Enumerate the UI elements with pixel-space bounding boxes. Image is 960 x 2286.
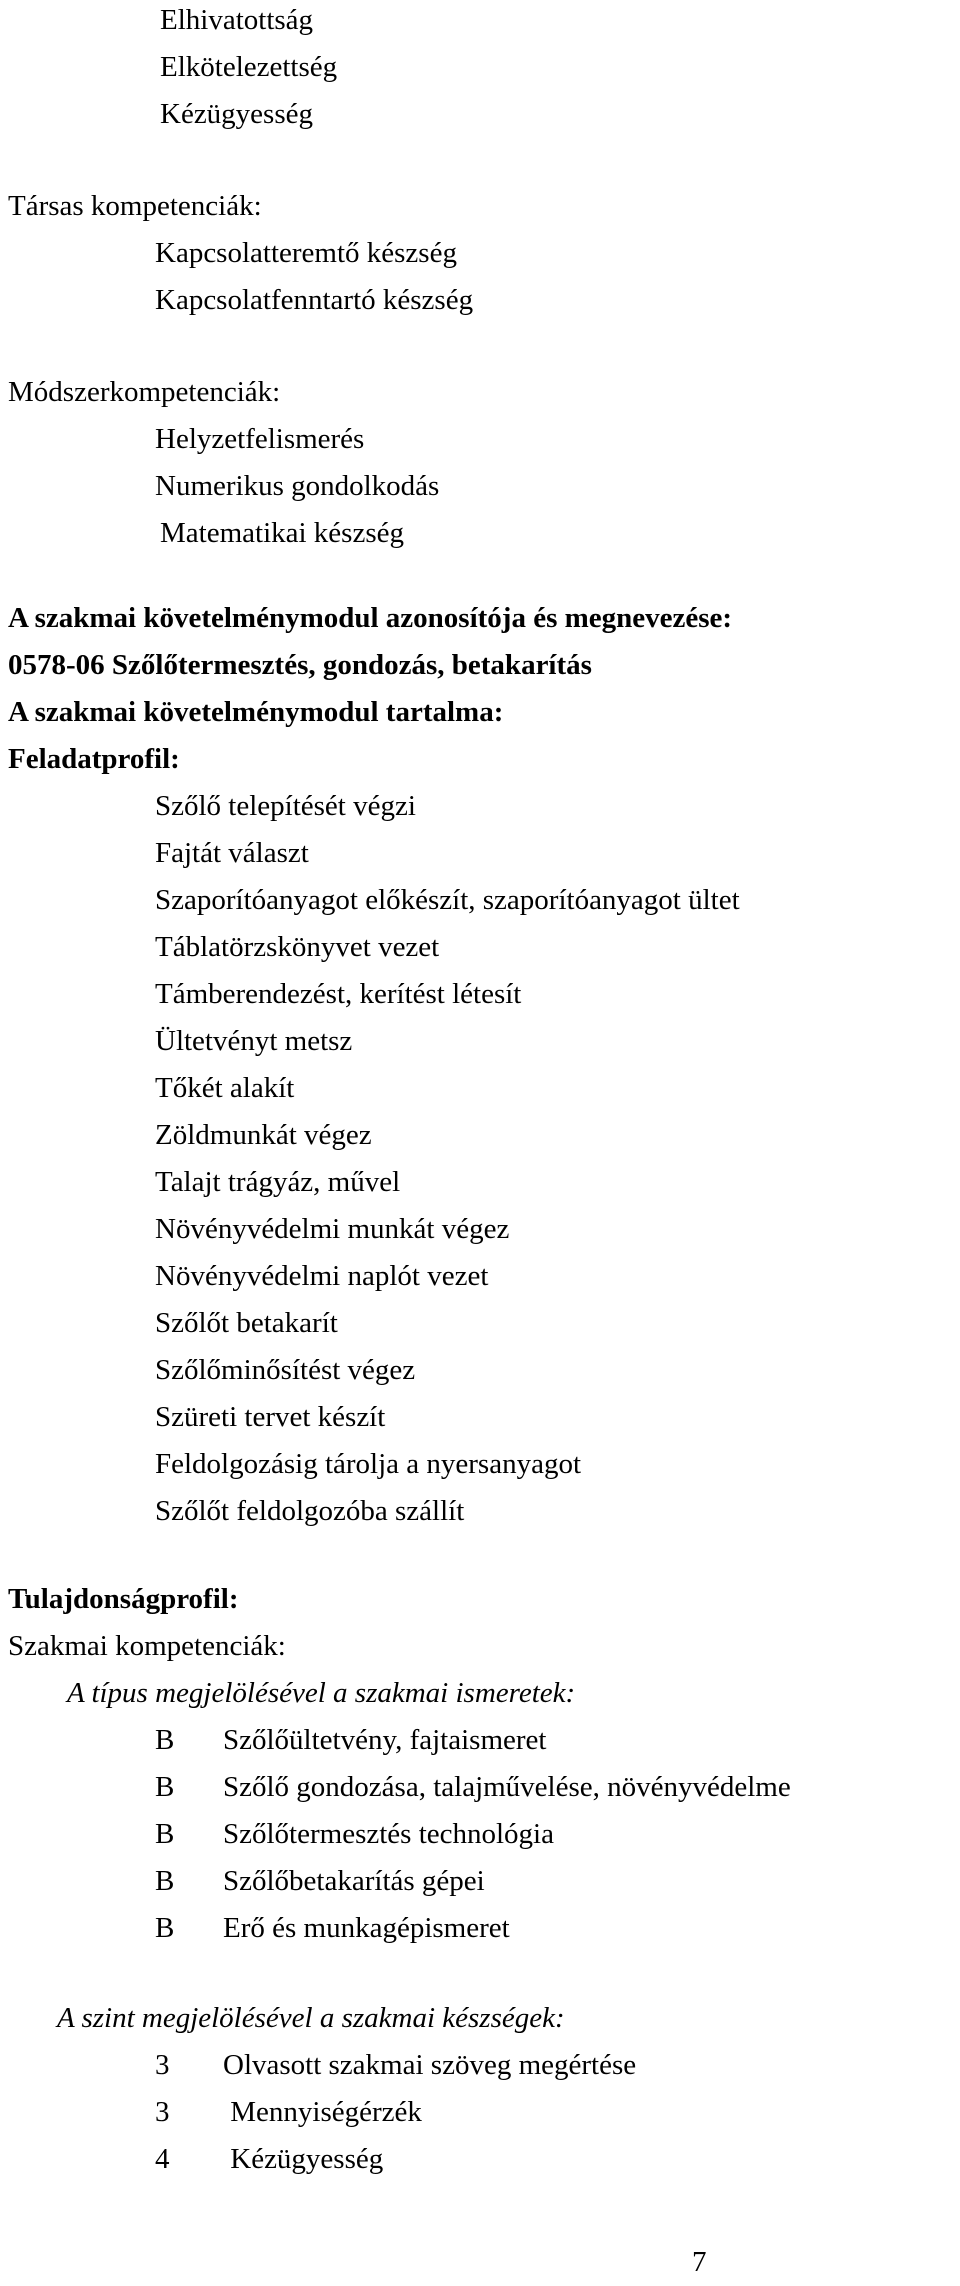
method-item-2: Numerikus gondolkodás [155, 470, 440, 502]
knowledge-code: B [155, 1865, 175, 1897]
task-item: Táblatörzskönyvet vezet [155, 931, 440, 963]
task-item: Tőkét alakít [155, 1072, 295, 1104]
skill-level: 4 [155, 2143, 170, 2175]
task-item: Szüreti tervet készít [155, 1401, 386, 1433]
task-item: Növényvédelmi munkát végez [155, 1213, 510, 1245]
task-item: Fajtát választ [155, 837, 309, 869]
skill-text: Mennyiségérzék [223, 2096, 422, 2128]
task-item: Ültetvényt metsz [155, 1025, 353, 1057]
personal-item-2: Elkötelezettség [160, 51, 338, 83]
skill-text: Olvasott szakmai szöveg megértése [223, 2049, 637, 2081]
social-heading: Társas kompetenciák: [8, 190, 262, 222]
knowledge-text: Szőlőültetvény, fajtaismeret [223, 1724, 547, 1756]
task-item: Zöldmunkát végez [155, 1119, 372, 1151]
skills-heading: A szint megjelölésével a szakmai készségek: [57, 2002, 565, 2034]
task-item: Szőlőt feldolgozóba szállít [155, 1495, 465, 1527]
task-item: Feldolgozásig tárolja a nyersanyagot [155, 1448, 582, 1480]
knowledge-text: Erő és munkagépismeret [223, 1912, 510, 1944]
social-item-1: Kapcsolatteremtő készség [155, 237, 457, 269]
knowledge-row [155, 1867, 485, 1896]
module-content-heading: A szakmai követelménymodul tartalma: [8, 696, 504, 728]
personal-item-1: Elhivatottság [160, 4, 314, 36]
knowledge-row [155, 1914, 510, 1943]
knowledge-code: B [155, 1724, 175, 1756]
knowledge-row [155, 1773, 791, 1802]
task-item: Szőlő telepítését végzi [155, 790, 416, 822]
task-item: Szaporítóanyagot előkészít, szaporítóanyagot ültet [155, 884, 740, 916]
knowledge-row [155, 1820, 554, 1849]
skill-level: 3 [155, 2049, 170, 2081]
task-item: Szőlőminősítést végez [155, 1354, 416, 1386]
knowledge-heading: A típus megjelölésével a szakmai ismeretek: [67, 1677, 576, 1709]
skill-row [155, 2145, 383, 2174]
knowledge-text: Szőlőtermesztés technológia [223, 1818, 554, 1850]
professional-competences-heading: Szakmai kompetenciák: [8, 1630, 286, 1662]
property-profile-heading: Tulajdonságprofil: [8, 1583, 239, 1615]
task-item: Talajt trágyáz, művel [155, 1166, 401, 1198]
knowledge-code: B [155, 1818, 175, 1850]
skill-text: Kézügyesség [223, 2143, 384, 2175]
page-number: 7 [692, 2246, 707, 2278]
task-item: Támberendezést, kerítést létesít [155, 978, 522, 1010]
knowledge-text: Szőlőbetakarítás gépei [223, 1865, 485, 1897]
module-id-heading: A szakmai követelménymodul azonosítója és megnevezése: [8, 602, 733, 634]
knowledge-code: B [155, 1771, 175, 1803]
method-item-1: Helyzetfelismerés [155, 423, 365, 455]
knowledge-text: Szőlő gondozása, talajművelése, növényvédelme [223, 1771, 791, 1803]
skill-row [155, 2051, 636, 2080]
personal-item-3: Kézügyesség [160, 98, 314, 130]
skill-level: 3 [155, 2096, 170, 2128]
task-item: Növényvédelmi naplót vezet [155, 1260, 489, 1292]
module-id-value: 0578-06 Szőlőtermesztés, gondozás, betakarítás [8, 649, 592, 681]
knowledge-row [155, 1726, 546, 1755]
task-profile-heading: Feladatprofil: [8, 743, 180, 775]
method-item-3: Matematikai készség [160, 517, 404, 549]
task-item: Szőlőt betakarít [155, 1307, 338, 1339]
social-item-2: Kapcsolatfenntartó készség [155, 284, 474, 316]
skill-row [155, 2098, 422, 2127]
knowledge-code: B [155, 1912, 175, 1944]
method-heading: Módszerkompetenciák: [8, 376, 281, 408]
